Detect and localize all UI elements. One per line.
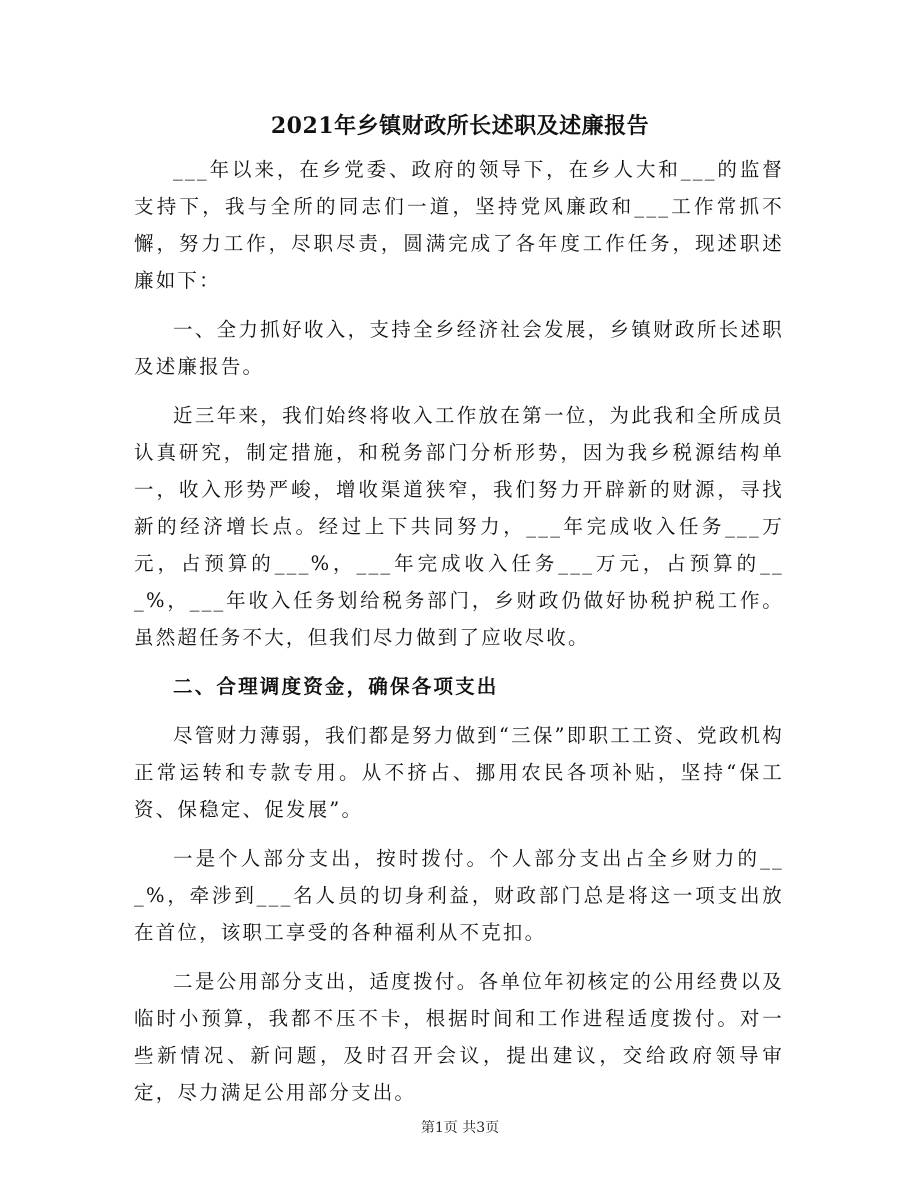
paragraph-revenue: 近三年来，我们始终将收入工作放在第一位，为此我和全所成员认真研究，制定措施，和税务部门分析形势，因为我乡税源结构单一，收入形势严峻，增收渠道狭窄，我们努力开辟新的财源，寻找新的经济增长点。经过上下共同努力，___年完成收入任务___万元，占预算的___%，___年完成收入任务___万元，占预算的___%，___年收入任务划给税务部门，乡财政仍做好协税护税工作。虽然超任务不大，但我们尽力做到了应收尽收。 bbox=[134, 404, 784, 649]
paragraph-intro: ___年以来，在乡党委、政府的领导下，在乡人大和___的监督支持下，我与全所的同志们一道，坚持党风廉政和___工作常抓不懈，努力工作，尽职尽责，圆满完成了各年度工作任务，现述职述廉如下： bbox=[134, 158, 784, 292]
paragraph-personal-expenditure: 一是个人部分支出，按时拨付。个人部分支出占全乡财力的___%，牵涉到___名人员的切身利益，财政部门总是将这一项支出放在首位，该职工享受的各种福利从不克扣。 bbox=[134, 847, 784, 944]
section-2-heading: 二、合理调度资金，确保各项支出 bbox=[173, 675, 499, 698]
page-number-footer: 第1页 共3页 bbox=[420, 1120, 500, 1136]
document-body bbox=[134, 151, 784, 1123]
paragraph-funds: 尽管财力薄弱，我们都是努力做到“三保”即职工工资、党政机构正常运转和专款专用。从不挤占、挪用农民各项补贴，坚持“保工资、保稳定、促发展”。 bbox=[134, 724, 784, 821]
document-title: 2021年乡镇财政所长述职及述廉报告 bbox=[270, 113, 650, 139]
paragraph-public-expenditure: 二是公用部分支出，适度拨付。各单位年初核定的公用经费以及临时小预算，我都不压不卡，根据时间和工作进程适度拨付。对一些新情况、新问题，及时召开会议，提出建议，交给政府领导审定，尽力满足公用部分支出。 bbox=[134, 970, 784, 1104]
paragraph-section-1-heading: 一、全力抓好收入，支持全乡经济社会发展，乡镇财政所长述职及述廉报告。 bbox=[134, 318, 784, 378]
